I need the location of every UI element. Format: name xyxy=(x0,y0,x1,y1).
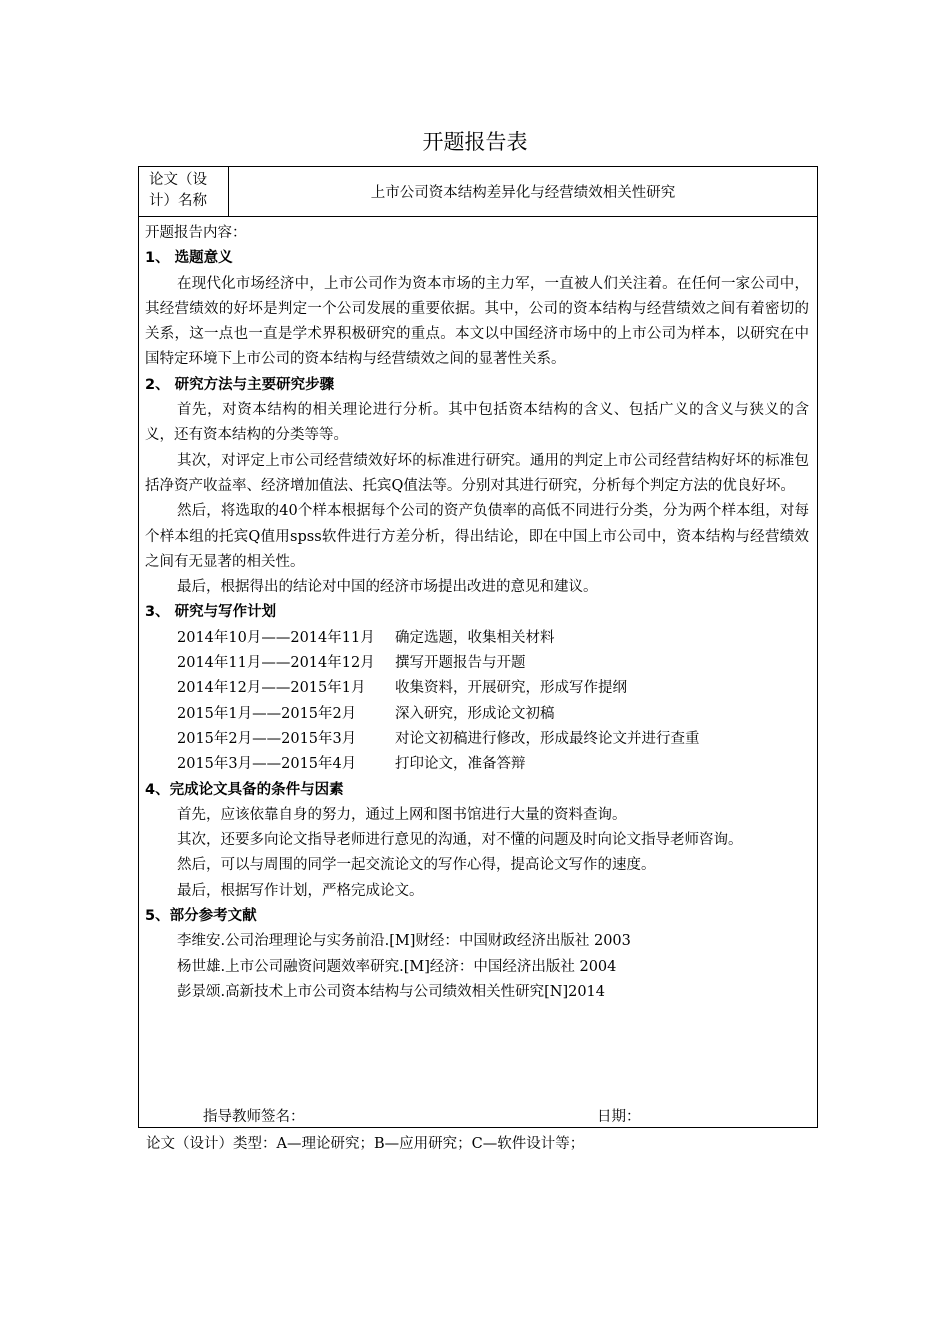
plan-period: 2014年11月——2014年12月 xyxy=(177,655,375,672)
report-content xyxy=(139,217,817,1005)
plan-task: 确定选题，收集相关材料 xyxy=(395,629,555,646)
report-form xyxy=(138,166,818,1128)
date-label: 日期： xyxy=(597,1109,641,1125)
footer-note: 论文（设计）类型：A—理论研究；B—应用研究；C—软件设计等； xyxy=(146,1136,585,1152)
plan-row xyxy=(145,651,817,676)
content-label: 开题报告内容： xyxy=(145,225,247,241)
reference-item: 彭景颂.高新技术上市公司资本结构与公司绩效相关性研究[N]2014 xyxy=(177,983,606,1000)
section-5-title: 5、部分参考文献 xyxy=(145,908,257,925)
plan-task: 深入研究，形成论文初稿 xyxy=(395,705,555,722)
section-4-paragraph-2: 其次，还要多向论文指导老师进行意见的沟通，对不懂的问题及时向论文指导老师咨询。 xyxy=(177,832,743,849)
plan-period: 2015年2月——2015年3月 xyxy=(177,730,357,747)
advisor-signature-label: 指导教师签名： xyxy=(203,1109,305,1125)
plan-period: 2015年1月——2015年2月 xyxy=(177,705,357,722)
section-3-title: 3、 研究与写作计划 xyxy=(145,604,277,621)
thesis-name-label xyxy=(139,167,229,216)
plan-task: 撰写开题报告与开题 xyxy=(395,655,526,672)
page-title: 开题报告表 xyxy=(422,130,528,154)
section-2-paragraph-2: 其次，对评定上市公司经营绩效好坏的标准进行研究。通用的判定上市公司经营结构好坏的标准包括净资产收益率、经济增加值法、托宾Q值法等。分别对其进行研究，分析每个判定方法的优良好坏。 xyxy=(145,452,809,494)
section-4-paragraph-1: 首先，应该依靠自身的努力，通过上网和图书馆进行大量的资料查询。 xyxy=(177,806,627,823)
section-2-paragraph-3: 然后，将选取的40个样本根据每个公司的资产负债率的高低不同进行分类，分为两个样本组，对每个样本组的托宾Q值用spss软件进行方差分析，得出结论，即在中国上市公司中，资本结构与经营绩效之间有无显著的相关性。 xyxy=(145,503,809,570)
plan-task: 对论文初稿进行修改，形成最终论文并进行查重 xyxy=(395,730,700,747)
section-2-paragraph-4: 最后，根据得出的结论对中国的经济市场提出改进的意见和建议。 xyxy=(177,579,598,596)
section-4-paragraph-3: 然后，可以与周围的同学一起交流论文的写作心得，提高论文写作的速度。 xyxy=(177,857,656,874)
plan-row xyxy=(145,676,817,701)
section-4-title: 4、完成论文具备的条件与因素 xyxy=(145,781,344,798)
plan-row xyxy=(145,702,817,727)
section-1-paragraph: 在现代化市场经济中，上市公司作为资本市场的主力军，一直被人们关注着。在任何一家公司中，其经营绩效的好坏是判定一个公司发展的重要依据。其中，公司的资本结构与经营绩效之间有着密切的关系，这一点也一直是学术界积极研究的重点。本文以中国经济市场中的上市公司为样本，以研究在中国特定环境下上市公司的资本结构与经营绩效之间的显著性关系。 xyxy=(145,275,809,368)
thesis-name-label-line1: 论文（设 xyxy=(149,172,207,188)
section-1-title: 1、 选题意义 xyxy=(145,250,233,267)
reference-item: 杨世雄.上市公司融资问题效率研究.[M]经济：中国经济出版社 2004 xyxy=(177,958,617,975)
thesis-name-row xyxy=(139,167,817,217)
section-2-title: 2、 研究方法与主要研究步骤 xyxy=(145,376,335,393)
plan-row xyxy=(145,752,817,777)
plan-row xyxy=(145,727,817,752)
thesis-name-label-line2: 计）名称 xyxy=(149,193,207,209)
plan-period: 2014年12月——2015年1月 xyxy=(177,680,366,697)
section-4-paragraph-4: 最后，根据写作计划，严格完成论文。 xyxy=(177,882,424,899)
plan-task: 收集资料，开展研究，形成写作提纲 xyxy=(395,680,627,697)
plan-period: 2015年3月——2015年4月 xyxy=(177,756,357,773)
thesis-title-value: 上市公司资本结构差异化与经营绩效相关性研究 xyxy=(370,185,676,201)
plan-period: 2014年10月——2014年11月 xyxy=(177,629,375,646)
plan-task: 打印论文，准备答辩 xyxy=(395,756,526,773)
section-2-paragraph-1: 首先，对资本结构的相关理论进行分析。其中包括资本结构的含义、包括广义的含义与狭义的含义，还有资本结构的分类等等。 xyxy=(145,402,809,444)
plan-row xyxy=(145,626,817,651)
reference-item: 李维安.公司治理理论与实务前沿.[M]财经：中国财政经济出版社 2003 xyxy=(177,933,631,950)
